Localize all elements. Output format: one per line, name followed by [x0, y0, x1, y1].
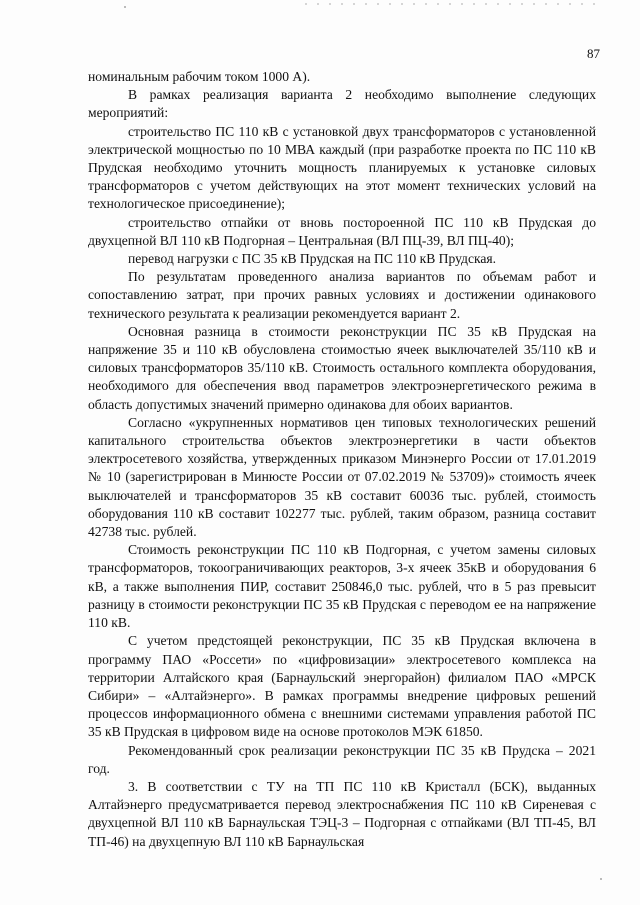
- paragraph: Согласно «укрупненных нормативов цен типовых технологических решений капитального строительства объектов электроэнергетики в части объектов электросетевого хозяйства, утвержденных приказом Минэнерго России от 17.01.2019 № 10 (зарегистрирован в Минюсте России от 07.02.2019 № 53709)» стоимость ячеек выключателей и трансформаторов 35 кВ составит 60036 тыс. рублей, стоимость оборудования 110 кВ составит 102277 тыс. рублей, таким образом, разница составит 42738 тыс. рублей.: [88, 414, 596, 540]
- paragraph: перевод нагрузки с ПС 35 кВ Прудская на ПС 110 кВ Прудская.: [128, 251, 497, 267]
- paragraph: С учетом предстоящей реконструкции, ПС 35 кВ Прудская включена в программу ПАО «Россети» по «цифровизации» электросетевого комплекса на территории Алтайского края (Барнаульский энергорайон) филиалом ПАО «МРСК Сибири» – «Алтайэнерго». В рамках программы внедрение цифровых решений процессов информационного обмена с внешними системами управления работой ПС 35 кВ Прудская в цифровом виде на основе протоколов МЭК 61850.: [88, 633, 596, 740]
- scan-speck: [600, 878, 602, 880]
- paragraph: По результатам проведенного анализа вариантов по объемам работ и сопоставлению затрат, при прочих равных условиях и достижении одинакового технического результата к реализации рекомендуется вариант 2.: [88, 269, 596, 321]
- scan-artifact: [300, 3, 600, 5]
- paragraph: строительство отпайки от вновь постороенной ПС 110 кВ Прудская до двухцепной ВЛ 110 кВ Подгорная – Центральная (ВЛ ПЦ-39, ВЛ ПЦ-40);: [88, 214, 596, 248]
- page-number: 87: [587, 46, 600, 61]
- paragraph: Основная разница в стоимости реконструкции ПС 35 кВ Прудская на напряжение 35 и 110 кВ обусловлена стоимостью ячеек выключателей 35/110 кВ и силовых трансформаторов 35/110 кВ. Стоимость остального комплекта оборудования, необходимого для обеспечения ввод параметров электроэнергетического режима в область допустимых значений примерно одинакова для обоих вариантов.: [88, 323, 596, 412]
- document-body: [88, 68, 596, 851]
- scan-speck: [124, 6, 126, 8]
- paragraph: строительство ПС 110 кВ с установкой двух трансформаторов с установленной электрической мощностью по 10 МВА каждый (при разработке проекта по ПС 110 кВ Прудская необходимо уточнить мощность планируемых к установке силовых трансформаторов с учетом действующих на этот момент технических условий на технологическое присоединение);: [88, 123, 596, 212]
- paragraph: Рекомендованный срок реализации реконструкции ПС 35 кВ Прудска – 2021 год.: [88, 742, 596, 776]
- paragraph: номинальным рабочим током 1000 А).: [88, 69, 311, 84]
- paragraph: В рамках реализация варианта 2 необходимо выполнение следующих мероприятий:: [88, 87, 596, 121]
- paragraph: 3. В соответствии с ТУ на ТП ПС 110 кВ Кристалл (БСК), выданных Алтайэнерго предусматривается перевод электроснабжения ПС 110 кВ Сиреневая с двухцепной ВЛ 110 кВ Барнаульская ТЭЦ-3 – Подгорная с отпайками (ВЛ ТП-45, ВЛ ТП-46) на двухцепную ВЛ 110 кВ Барнаульская: [88, 778, 596, 849]
- paragraph: Стоимость реконструкции ПС 110 кВ Подгорная, с учетом замены силовых трансформаторов, токоограничивающих реакторов, 3-х ячеек 35кВ и оборудования 6 кВ, а также выполнения ПИР, составит 250846,0 тыс. рублей, что в 5 раз превысит разницу в стоимости реконструкции ПС 35 кВ Прудская с переводом ее на напряжение 110 кВ.: [88, 542, 596, 631]
